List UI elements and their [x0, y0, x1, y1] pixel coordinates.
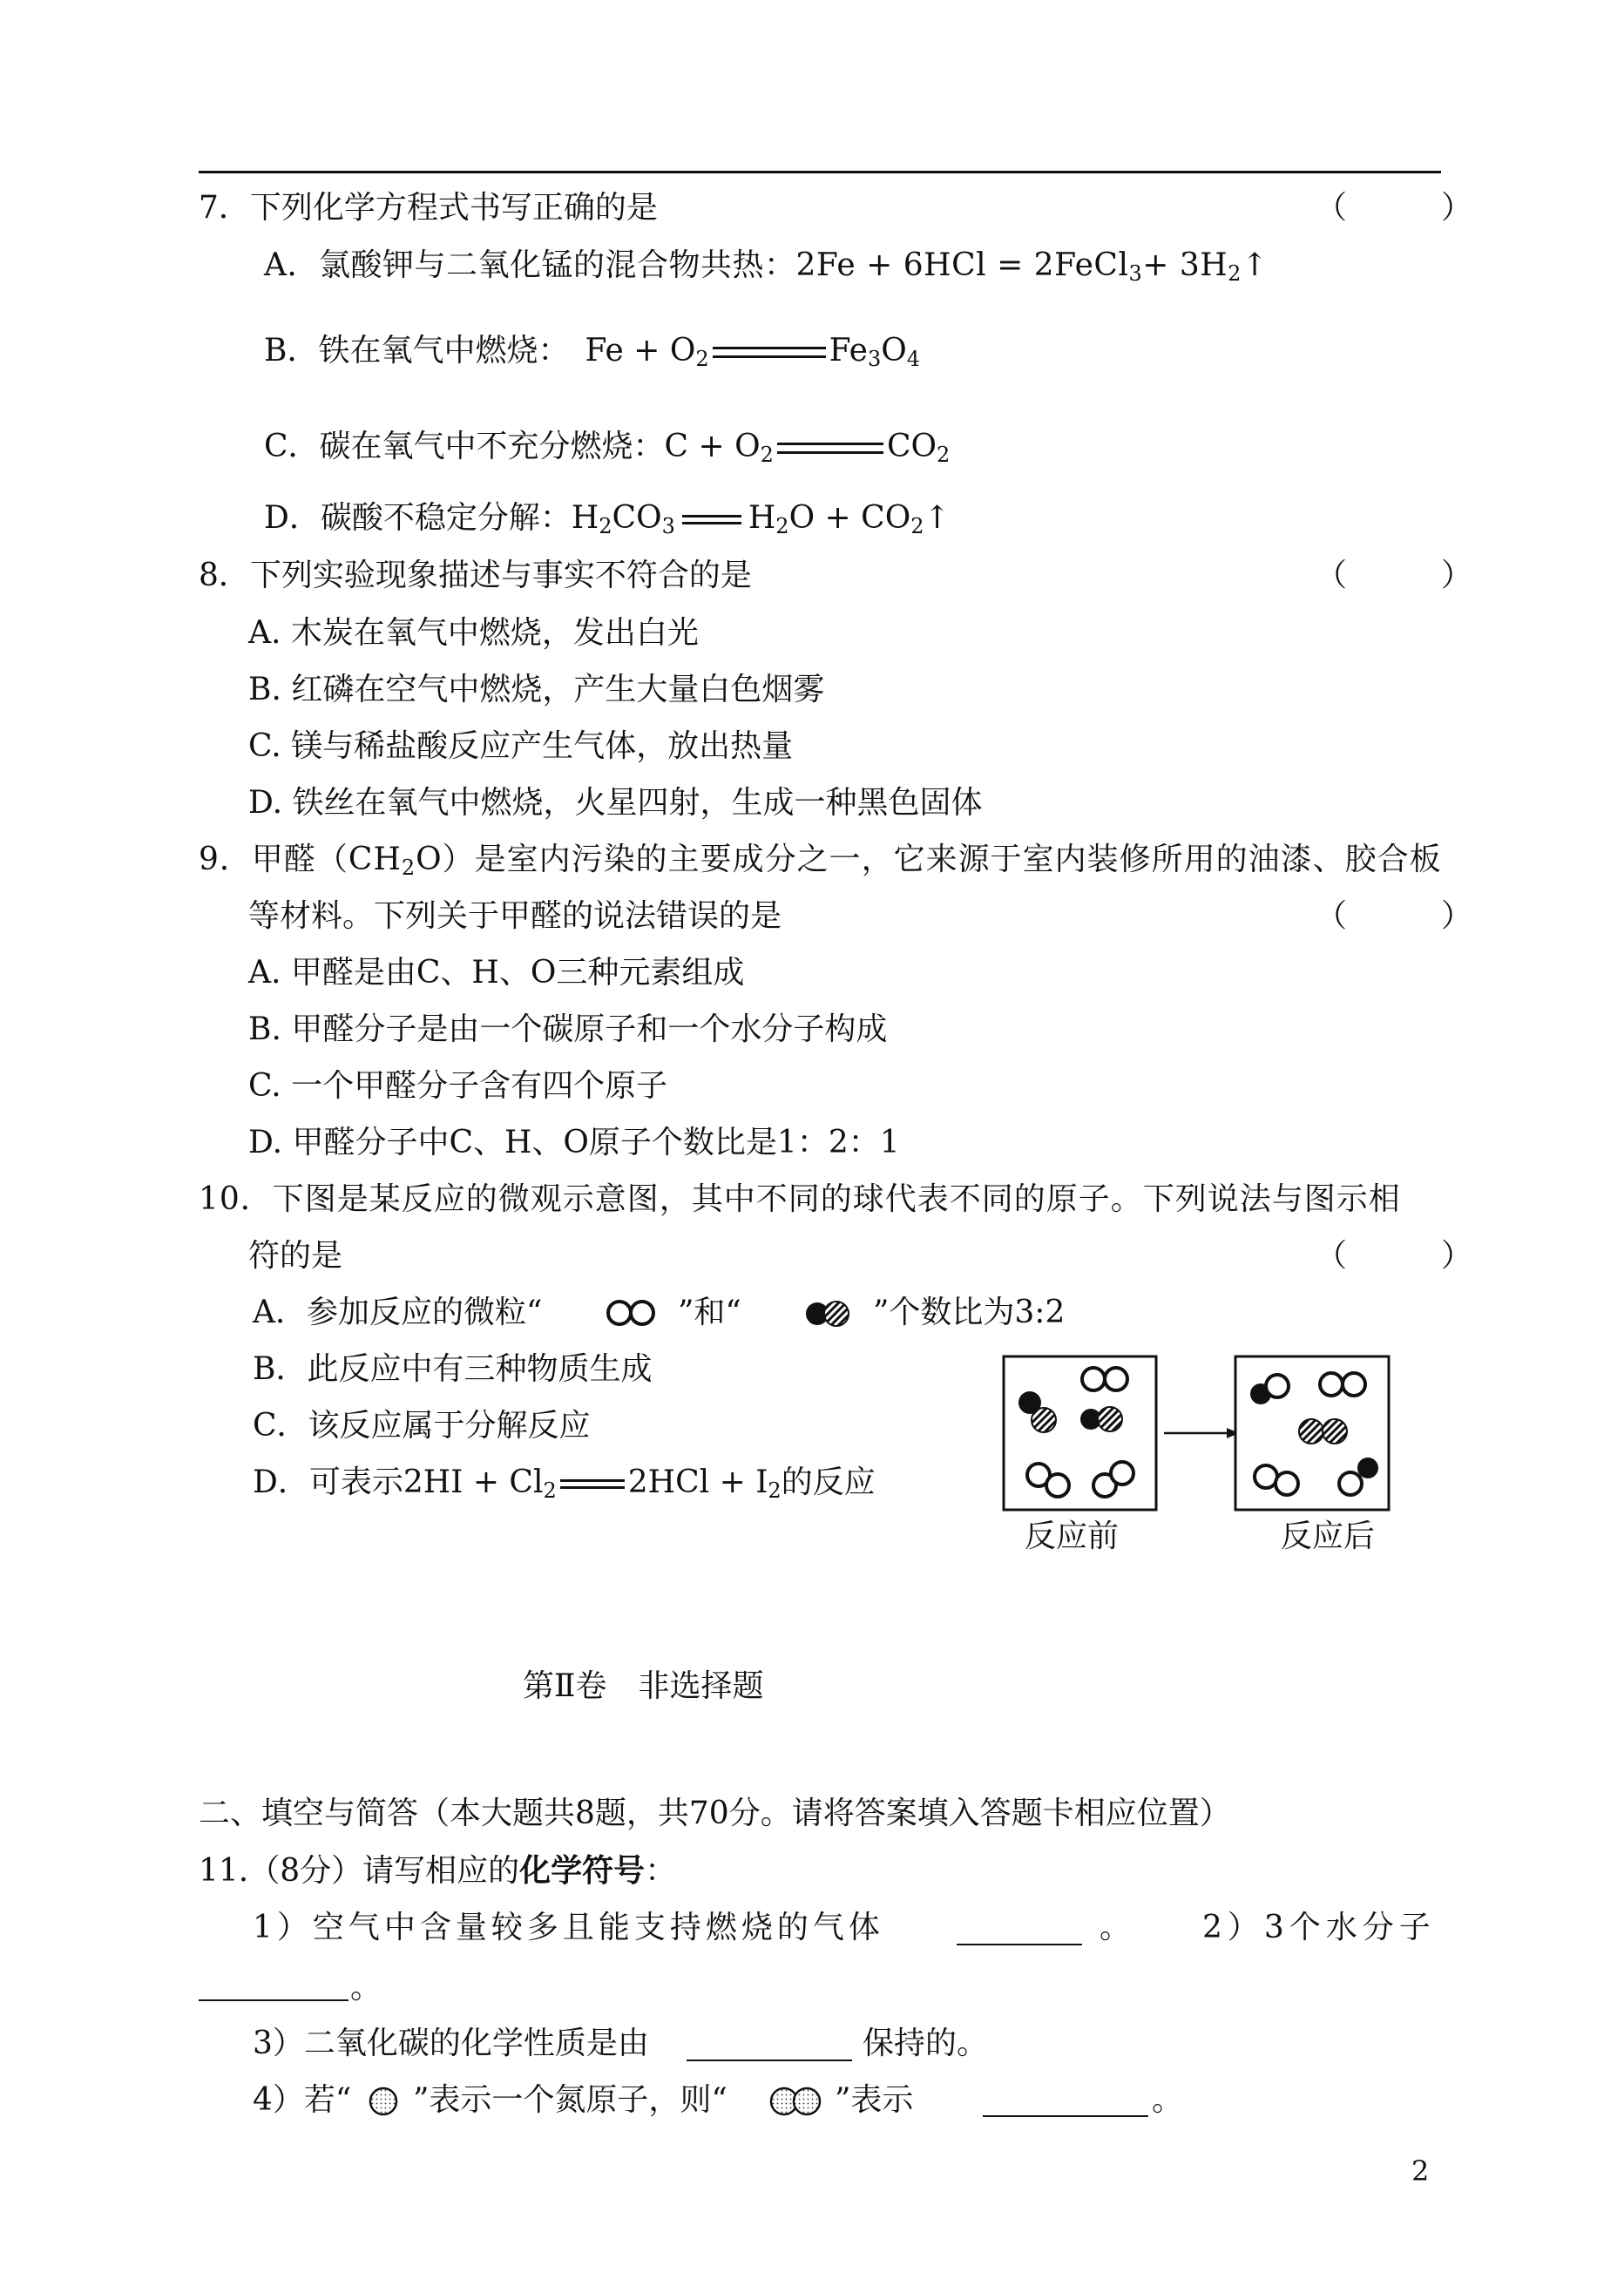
header-rule [199, 171, 1441, 173]
q7-option-d: D．碳酸不稳定分解：$H_2CO_3$ $H_2O$ + $CO_2↑$ [264, 500, 951, 538]
q10-option-a-pre: A．参加反应的微粒“ [253, 1295, 543, 1330]
q11-blank-1[interactable] [957, 1944, 1082, 1945]
q10-stem-line1: 10．下图是某反应的微观示意图，其中不同的球代表不同的原子。下列说法与图示相 [199, 1181, 1401, 1217]
before-box [1004, 1356, 1156, 1510]
molecule-hollow-pair-icon [604, 1295, 665, 1330]
q7-stem: 7．下列化学方程式书写正确的是 [199, 190, 658, 226]
q11-blank-3[interactable] [687, 2060, 852, 2061]
q11-item1: 1）空气中含量较多且能支持燃烧的气体 [253, 1910, 884, 1945]
q11-item3-end: 保持的。 [863, 2026, 989, 2061]
q11-item4-pre: 4）若“ [253, 2082, 352, 2118]
q11-item2: 2）3个水分子 [1202, 1910, 1436, 1945]
q11-item2-end: 。 [350, 1970, 382, 2006]
q11-item3: 3）二氧化碳的化学性质是由 [253, 2026, 649, 2061]
q9-stem-line2: 等材料。下列关于甲醛的说法错误的是 [248, 898, 782, 934]
q10-option-a-post: ”个数比为3:2 [873, 1295, 1066, 1330]
q10-answer-paren: （ ） [1316, 1238, 1473, 1274]
q8-option-a: A. 木炭在氧气中燃烧，发出白光 [248, 615, 699, 651]
label-before-reaction: 反应前 [1025, 1519, 1120, 1554]
nitrogen-atom-icon [366, 2084, 401, 2119]
q8-option-d: D. 铁丝在氧气中燃烧，火星四射，生成一种黑色固体 [248, 785, 983, 821]
section2-heading: 二、填空与简答（本大题共8题，共70分。请将答案填入答题卡相应位置） [199, 1796, 1231, 1831]
reaction-diagram [1002, 1355, 1411, 1520]
q8-stem: 8．下列实验现象描述与事实不符合的是 [199, 558, 752, 593]
q11-stem: 11.（8分）请写相应的化学符号： [199, 1852, 677, 1889]
q10-option-c: C．该反应属于分解反应 [253, 1408, 591, 1444]
q9-option-a: A. 甲醛是由C、H、O三种元素组成 [248, 955, 745, 991]
label-after-reaction: 反应后 [1281, 1519, 1376, 1554]
equation-double-bar [682, 514, 741, 526]
q9-option-b: B. 甲醛分子是由一个碳原子和一个水分子构成 [248, 1011, 888, 1047]
nitrogen-molecule-icon [767, 2084, 829, 2119]
q11-item1-end: 。 [1100, 1910, 1132, 1945]
q9-option-d: D. 甲醛分子中C、H、O原子个数比是1：2：1 [248, 1125, 900, 1160]
equation-double-bar [777, 441, 883, 457]
q9-option-c: C. 一个甲醛分子含有四个原子 [248, 1068, 668, 1104]
part2-title: 第Ⅱ卷 非选择题 [523, 1668, 764, 1704]
page-number: 2 [1411, 2154, 1430, 2188]
equation-double-bar [560, 1478, 625, 1491]
q10-option-a-mid: ”和“ [678, 1295, 741, 1330]
q8-option-c: C. 镁与稀盐酸反应产生气体，放出热量 [248, 728, 794, 764]
q8-answer-paren: （ ） [1316, 558, 1473, 593]
q7-answer-paren: （ ） [1316, 190, 1473, 226]
q9-stem-line1: 9．甲醛$(CH_2O)$是室内污染的主要成分之一，它来源于室内装修所用的油漆、胶合板 [199, 842, 1442, 880]
q10-stem-line2: 符的是 [248, 1238, 343, 1274]
q11-blank-4[interactable] [983, 2115, 1148, 2117]
q7-option-c: C．碳在氧气中不充分燃烧：$C + O_2$ $CO_2$ [264, 429, 951, 467]
q11-blank-2[interactable] [199, 1999, 348, 2001]
q11-item4-post: ”表示 [835, 2082, 914, 2118]
molecule-black-hatched-icon [800, 1295, 863, 1330]
q10-option-b: B．此反应中有三种物质生成 [253, 1351, 653, 1387]
q7-option-b: B．铁在氧气中燃烧： $Fe + O_2$ $Fe_3O_4$ [264, 333, 921, 371]
equation-double-bar [713, 345, 826, 361]
q7-option-a: A．氯酸钾与二氧化锰的混合物共热：2Fe + 6HCl = 2FeCl$_3$+ $3H_2↑$ [264, 247, 1269, 286]
q11-item4-end: 。 [1152, 2082, 1184, 2118]
q10-option-d: D．可表示$2HI + Cl_2$ $2HCl + I_2$的反应 [253, 1464, 876, 1503]
q9-answer-paren: （ ） [1316, 898, 1473, 934]
q11-item4-mid: ”表示一个氮原子，则“ [413, 2082, 727, 2118]
q8-option-b: B. 红磷在空气中燃烧，产生大量白色烟雾 [248, 672, 825, 707]
